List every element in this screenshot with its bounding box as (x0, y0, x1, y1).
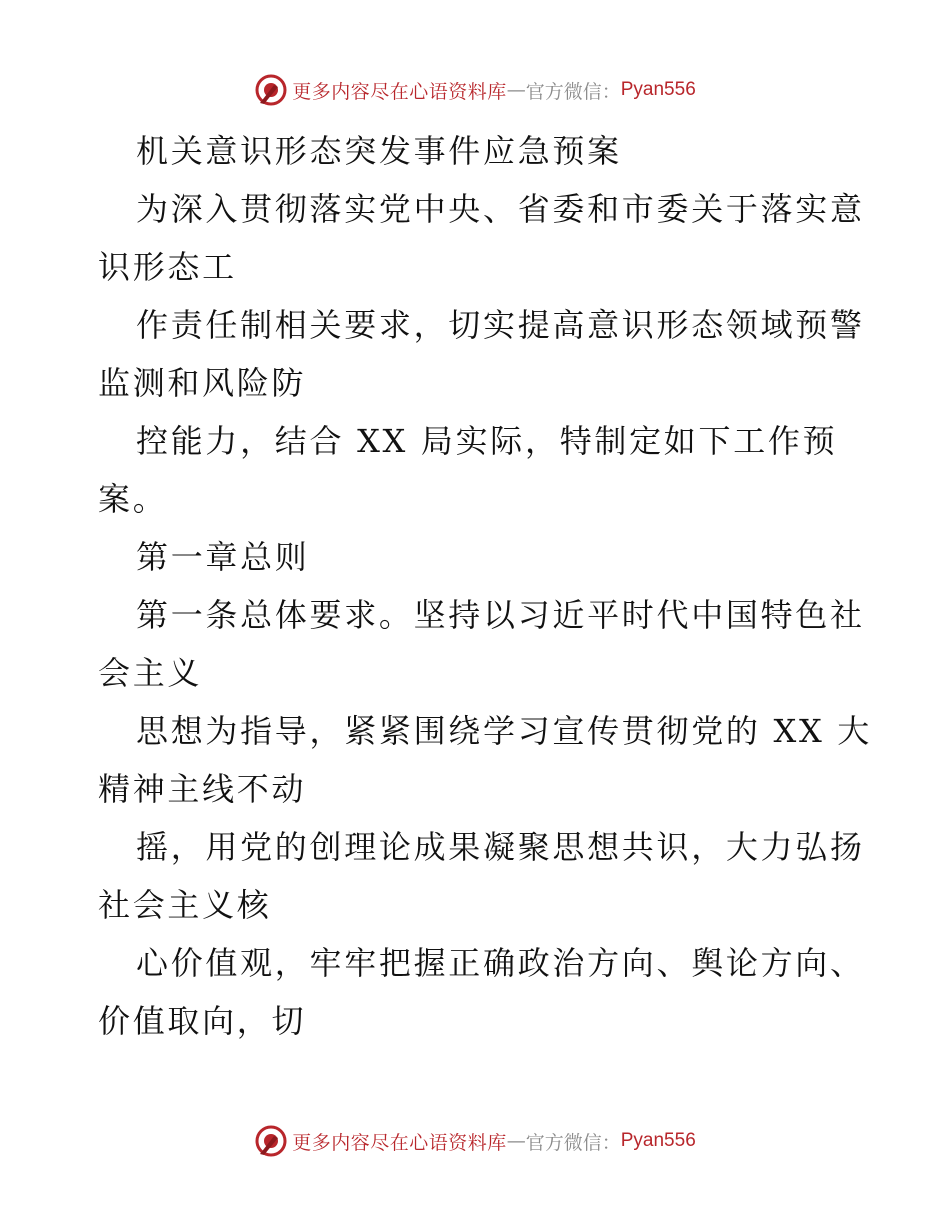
watermark-separator: — (506, 1130, 526, 1152)
header-watermark (0, 70, 950, 110)
text-line: 思想为指导，紧紧围绕学习宣传贯彻党的 XX 大 (136, 712, 873, 750)
watermark-wechat-id: Pyan556 (620, 1130, 696, 1151)
watermark-text: 更多内容尽在心语资料库 (292, 80, 507, 103)
watermark-wechat-id: Pyan556 (620, 79, 696, 100)
text-line: 案。 (98, 480, 168, 518)
text-line: 心价值观，牢牢把握正确政治方向、舆论方向、 (136, 944, 865, 982)
text-line: 识形态工 (98, 248, 237, 286)
text-line: 会主义 (98, 654, 203, 692)
text-line: 控能力，结合 XX 局实际，特制定如下工作预 (136, 422, 838, 460)
watermark-official-label: 官方微信： (525, 1131, 621, 1154)
text-line: 社会主义核 (98, 886, 272, 924)
text-line: 第一章总则 (136, 538, 310, 576)
watermark-separator: — (506, 79, 526, 101)
watermark-text: 更多内容尽在心语资料库 (292, 1131, 507, 1154)
text-line: 为深入贯彻落实党中央、省委和市委关于落实意 (136, 190, 865, 228)
text-line: 监测和风险防 (98, 364, 307, 402)
text-line: 摇，用党的创理论成果凝聚思想共识，大力弘扬 (136, 828, 865, 866)
text-line: 价值取向，切 (98, 1002, 307, 1040)
text-line: 第一条总体要求。坚持以习近平时代中国特色社 (136, 596, 865, 634)
text-line: 机关意识形态突发事件应急预案 (136, 132, 622, 170)
text-line: 作责任制相关要求，切实提高意识形态领域预警 (136, 306, 865, 344)
watermark-official-label: 官方微信： (525, 80, 621, 103)
text-line: 精神主线不动 (98, 770, 307, 808)
footer-watermark (0, 1121, 950, 1161)
document-body (98, 122, 873, 1050)
brush-logo-icon (254, 73, 288, 107)
brush-logo-icon (254, 1124, 288, 1158)
